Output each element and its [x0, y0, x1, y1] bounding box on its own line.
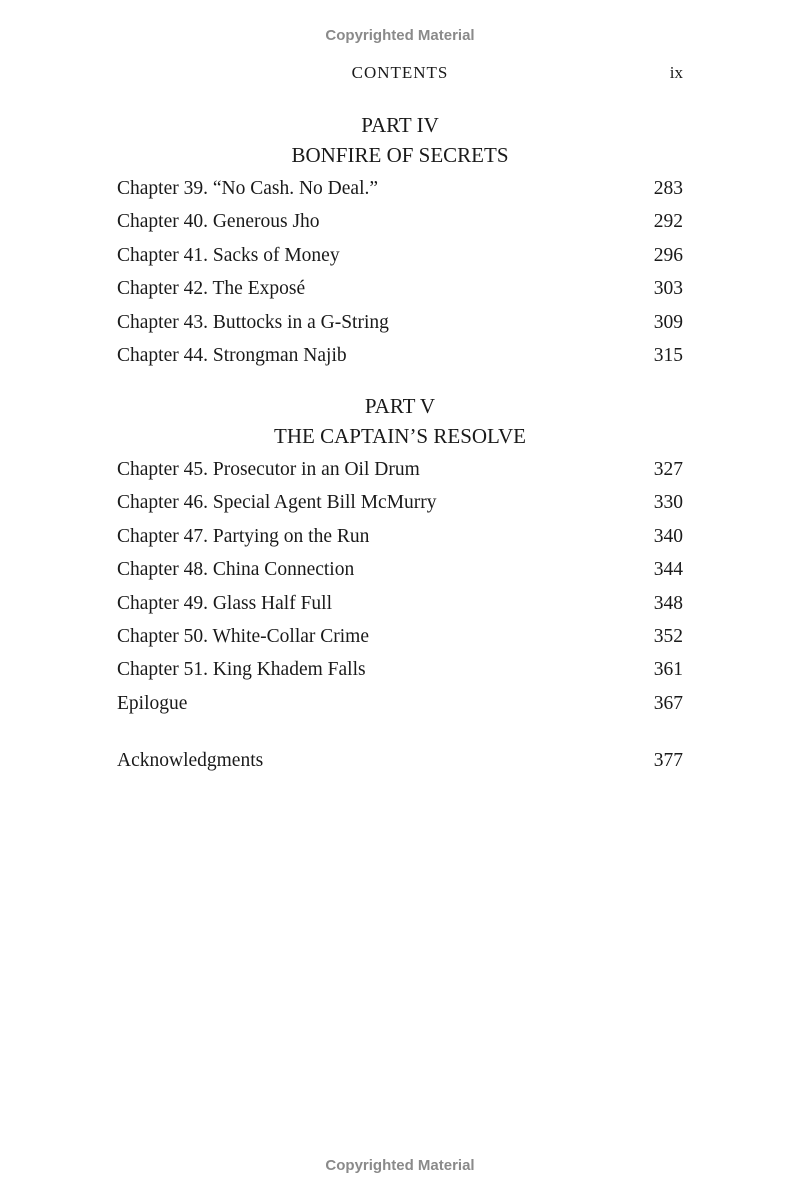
toc-entry-label: Epilogue — [117, 692, 188, 714]
toc-entry-page: 377 — [653, 750, 683, 771]
running-head-page-number: ix — [669, 63, 683, 82]
toc-entry-page: 352 — [653, 625, 683, 647]
toc-entry[interactable] — [117, 245, 683, 278]
part-5-heading — [117, 391, 683, 451]
toc-entry[interactable] — [117, 626, 683, 659]
toc-entry-page: 292 — [653, 211, 683, 233]
toc-entry-label: Chapter 40. Generous Jho — [117, 211, 320, 233]
part-5-label: PART V — [364, 394, 436, 418]
toc-entry-epilogue[interactable] — [117, 693, 683, 726]
copyright-watermark-top: Copyrighted Material — [325, 27, 475, 44]
toc-entry-label: Chapter 43. Buttocks in a G-String — [117, 311, 389, 333]
toc-entry[interactable] — [117, 659, 683, 692]
toc-entry-label: Chapter 42. The Exposé — [117, 278, 306, 300]
toc-entry-page: 283 — [653, 178, 683, 199]
part-4-entries — [117, 178, 683, 378]
toc-entry-label: Acknowledgments — [117, 750, 264, 771]
toc-entry[interactable] — [117, 459, 683, 492]
toc-entry[interactable] — [117, 526, 683, 559]
part-5-entries — [117, 459, 683, 726]
toc-entry[interactable] — [117, 278, 683, 311]
running-head-title: CONTENTS — [351, 63, 449, 82]
toc-entry-label: Chapter 50. White-Collar Crime — [117, 625, 369, 647]
toc-entry-page: 340 — [653, 525, 683, 547]
toc-entry-page: 296 — [653, 244, 683, 266]
toc-entry-page: 303 — [653, 278, 683, 300]
part-4-heading — [117, 110, 683, 170]
toc-entry-label: Chapter 39. “No Cash. No Deal.” — [117, 178, 379, 199]
toc-entry[interactable] — [117, 559, 683, 592]
toc-entry-label: Chapter 41. Sacks of Money — [117, 244, 340, 266]
toc-entry-page: 344 — [653, 559, 683, 581]
toc-entry-acknowledgments[interactable] — [117, 750, 683, 783]
part-5-title: THE CAPTAIN’S RESOLVE — [274, 424, 526, 448]
toc-entry-page: 309 — [653, 311, 683, 333]
toc-entry-page: 367 — [653, 692, 683, 714]
toc-entry[interactable] — [117, 312, 683, 345]
toc-entry-label: Chapter 45. Prosecutor in an Oil Drum — [117, 459, 420, 480]
toc-entry-label: Chapter 48. China Connection — [117, 559, 355, 581]
backmatter-entries — [117, 750, 683, 783]
toc-entry[interactable] — [117, 492, 683, 525]
toc-entry-label: Chapter 46. Special Agent Bill McMurry — [117, 492, 437, 514]
toc-entry[interactable] — [117, 345, 683, 378]
toc-entry-label: Chapter 47. Partying on the Run — [117, 525, 370, 547]
toc-entry-page: 348 — [653, 592, 683, 614]
copyright-watermark-bottom: Copyrighted Material — [325, 1157, 475, 1174]
toc-entry-label: Chapter 51. King Khadem Falls — [117, 659, 366, 681]
toc-entry[interactable] — [117, 593, 683, 626]
toc-entry-label: Chapter 44. Strongman Najib — [117, 344, 347, 366]
running-head — [117, 63, 683, 85]
toc-entry-page: 361 — [653, 659, 683, 681]
toc-entry-label: Chapter 49. Glass Half Full — [117, 592, 333, 614]
toc-entry[interactable] — [117, 211, 683, 244]
toc-entry-page: 327 — [653, 459, 683, 480]
toc-entry-page: 330 — [653, 492, 683, 514]
part-4-title: BONFIRE OF SECRETS — [291, 143, 509, 167]
toc-entry-page: 315 — [653, 344, 683, 366]
part-4-label: PART IV — [361, 113, 439, 137]
toc-entry[interactable] — [117, 178, 683, 211]
